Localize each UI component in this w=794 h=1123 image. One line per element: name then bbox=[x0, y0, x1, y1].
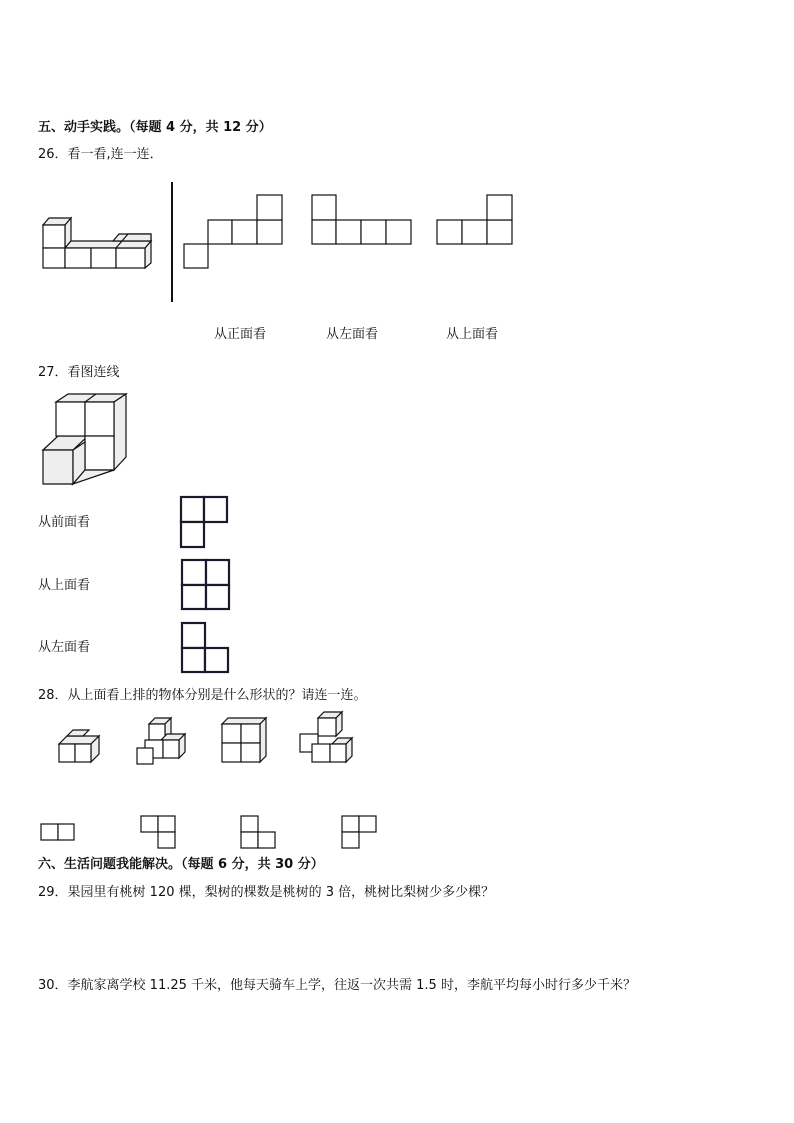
q26-label-left: 从左面看 bbox=[326, 327, 379, 342]
section5-heading: 五、动手实践。（每题 4 分，共 12 分） bbox=[38, 120, 272, 135]
q27-view-2 bbox=[180, 558, 232, 612]
q27-label-left: 从左面看 bbox=[38, 640, 91, 655]
q28-view-1 bbox=[40, 822, 76, 842]
q26-view-b bbox=[311, 193, 415, 247]
q26-view-a bbox=[183, 193, 285, 271]
q26-cube-figure bbox=[40, 215, 155, 271]
q28-view-2 bbox=[140, 815, 178, 851]
q26-view-c bbox=[436, 193, 516, 247]
q27-label-front: 从前面看 bbox=[38, 515, 91, 530]
q26-text: 26．看一看,连一连． bbox=[38, 147, 163, 162]
q28-cubes-1 bbox=[55, 726, 105, 766]
q27-view-1 bbox=[180, 496, 230, 550]
section6-heading: 六、生活问题我能解决。（每题 6 分，共 30 分） bbox=[38, 857, 324, 872]
q30-text: 30．李航家离学校 11.25 千米，他每天骑车上学，往返一次共需 1.5 时，李航平均每小时行多少千米？ bbox=[38, 978, 636, 993]
q27-text: 27．看图连线 bbox=[38, 365, 120, 380]
q28-cubes-3 bbox=[220, 716, 270, 766]
q29-text: 29．果园里有桃树 120 棵，梨树的棵数是桃树的 3 倍，桃树比梨树少多少棵？ bbox=[38, 885, 495, 900]
q27-view-3 bbox=[180, 621, 232, 675]
q27-cube-figure bbox=[38, 392, 130, 488]
q28-view-3 bbox=[240, 815, 278, 851]
q28-text: 28．从上面看上排的物体分别是什么形状的？请连一连。 bbox=[38, 688, 367, 703]
q28-cubes-2 bbox=[135, 716, 189, 768]
q26-divider bbox=[171, 182, 173, 302]
q28-view-4 bbox=[341, 815, 379, 851]
q28-cubes-4 bbox=[298, 712, 354, 766]
q26-label-top: 从上面看 bbox=[446, 327, 499, 342]
q27-label-top: 从上面看 bbox=[38, 578, 91, 593]
q26-label-front: 从正面看 bbox=[214, 327, 267, 342]
